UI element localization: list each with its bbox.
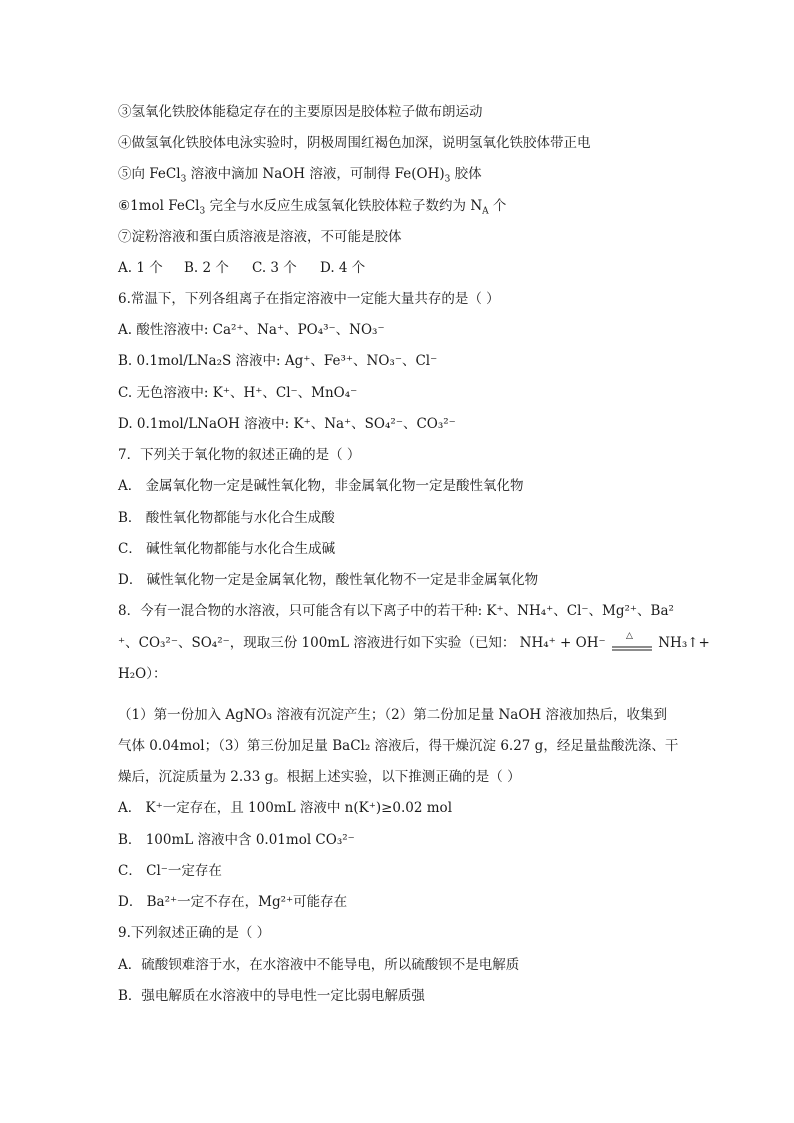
q8-option-a: A． K⁺一定存在，且 100mL 溶液中 n(K⁺)≥0.02 mol bbox=[118, 800, 453, 816]
q6-option-b: B. 0.1mol/LNa₂S 溶液中: Ag⁺、Fe³⁺、NO₃⁻、Cl⁻ bbox=[118, 353, 438, 369]
statement-3: ③氢氧化铁胶体能稳定存在的主要原因是胶体粒子做布朗运动 bbox=[118, 104, 483, 120]
q8-stem-line2-part: NH₃↑+ bbox=[658, 635, 710, 651]
q5-option-b: B. 2 个 bbox=[184, 260, 229, 276]
q6-option-c: C. 无色溶液中: K⁺、H⁺、Cl⁻、MnO₄⁻ bbox=[118, 385, 358, 401]
q8-stem-line6: 燥后，沉淀质量为 2.33 g。根据上述实验，以下推测正确的是（ ） bbox=[118, 769, 521, 785]
q5-option-d: D. 4 个 bbox=[320, 260, 366, 276]
q9-option-a: A．硫酸钡难溶于水，在水溶液中不能导电，所以硫酸钡不是电解质 bbox=[118, 957, 520, 973]
q8-option-c: C． Cl⁻一定存在 bbox=[118, 863, 222, 879]
q7-stem: 7．下列关于氧化物的叙述正确的是（ ） bbox=[118, 447, 361, 463]
q5-option-a: A. 1 个 bbox=[118, 260, 163, 276]
statement-7: ⑦淀粉溶液和蛋白质溶液是溶液，不可能是胶体 bbox=[118, 229, 402, 245]
q8-stem-line2 bbox=[118, 630, 710, 653]
statement-6-part: ⑥1mol FeCl bbox=[118, 198, 200, 214]
q8-stem-line5: 气体 0.04mol；（3）第三份加足量 BaCl₂ 溶液后，得干燥沉淀 6.27 g，经足量盐酸洗涤、干 bbox=[118, 738, 679, 754]
q8-option-d: D． Ba²⁺一定不存在，Mg²⁺可能存在 bbox=[118, 894, 348, 910]
q7-option-c: C． 碱性氧化物都能与水化合生成碱 bbox=[118, 541, 336, 557]
q7-option-a: A． 金属氧化物一定是碱性氧化物，非金属氧化物一定是酸性氧化物 bbox=[118, 478, 524, 494]
subscript: 3 bbox=[444, 174, 451, 185]
statement-5-part: ⑤向 FeCl bbox=[118, 166, 181, 182]
q5-option-c: C. 3 个 bbox=[252, 260, 297, 276]
q6-option-d: D. 0.1mol/LNaOH 溶液中: K⁺、Na⁺、SO₄²⁻、CO₃²⁻ bbox=[118, 416, 456, 432]
q8-stem-line3: H₂O）： bbox=[118, 666, 167, 682]
statement-5-part: 溶液中滴加 NaOH 溶液，可制得 Fe(OH) bbox=[186, 166, 445, 182]
statement-6-part: 个 bbox=[488, 198, 507, 214]
q5-options bbox=[118, 259, 365, 277]
q8-stem-line1: 8．今有一混合物的水溶液，只可能含有以下离子中的若干种: K⁺、NH₄⁺、Cl⁻、Mg²⁺、Ba² bbox=[118, 603, 674, 619]
statement-6 bbox=[118, 197, 506, 215]
q7-option-b: B． 酸性氧化物都能与水化合生成酸 bbox=[118, 510, 335, 526]
statement-5 bbox=[118, 165, 482, 183]
statement-5-part: 胶体 bbox=[450, 166, 482, 182]
subscript: A bbox=[482, 206, 489, 217]
statement-6-part: 完全与水反应生成氢氧化铁胶体粒子数约为 N bbox=[205, 198, 483, 214]
heating-arrow bbox=[610, 630, 654, 653]
subscript: 3 bbox=[199, 206, 206, 217]
q6-stem: 6.常温下，下列各组离子在指定溶液中一定能大量共存的是（ ） bbox=[118, 291, 500, 307]
q8-option-b: B． 100mL 溶液中含 0.01mol CO₃²⁻ bbox=[118, 832, 355, 848]
q7-option-d: D． 碱性氧化物一定是金属氧化物，酸性氧化物不一定是非金属氧化物 bbox=[118, 572, 539, 588]
statement-4: ④做氢氧化铁胶体电泳实验时，阴极周围红褐色加深，说明氢氧化铁胶体带正电 bbox=[118, 135, 591, 151]
q8-stem-line2-part: ⁺、CO₃²⁻、SO₄²⁻，现取三份 100mL 溶液进行如下实验（已知： NH₄⁺ + OH⁻ bbox=[118, 635, 606, 651]
heat-symbol: △ bbox=[625, 630, 633, 641]
q6-option-a: A. 酸性溶液中: Ca²⁺、Na⁺、PO₄³⁻、NO₃⁻ bbox=[118, 322, 385, 338]
subscript: 3 bbox=[180, 174, 187, 185]
q9-stem: 9.下列叙述正确的是（ ） bbox=[118, 925, 271, 941]
q8-stem-line4: （1）第一份加入 AgNO₃ 溶液有沉淀产生；（2）第二份加足量 NaOH 溶液加热后，收集到 bbox=[118, 707, 667, 723]
q9-option-b: B．强电解质在水溶液中的导电性一定比弱电解质强 bbox=[118, 988, 425, 1004]
